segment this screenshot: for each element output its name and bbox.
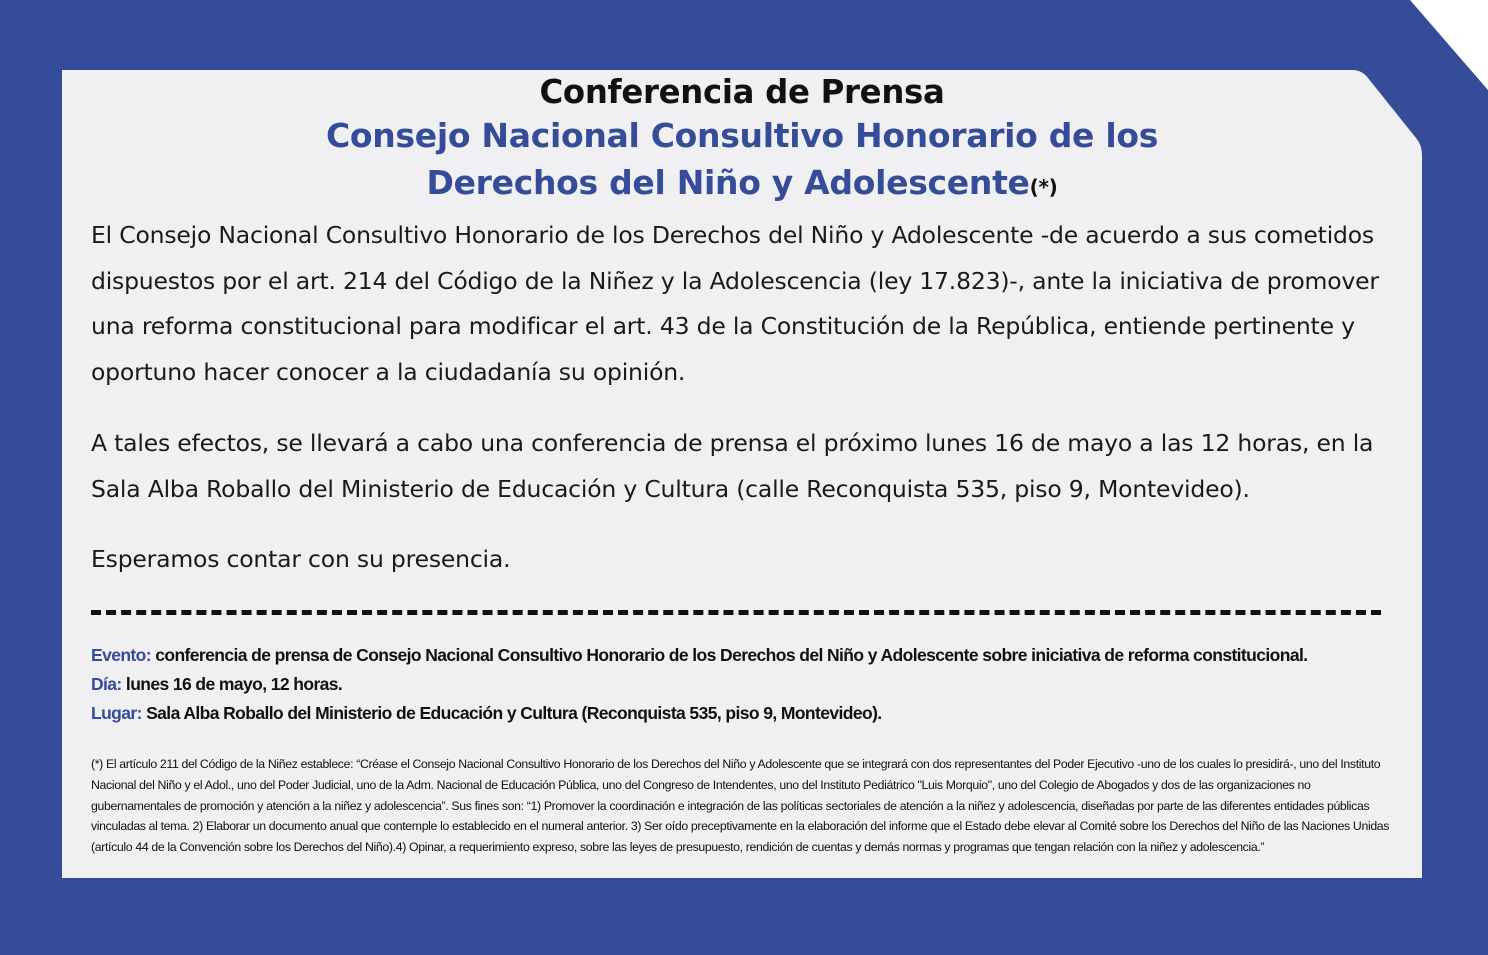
day-row [91,670,1411,699]
place-value: Sala Alba Roballo del Ministerio de Educación y Cultura (Reconquista 535, piso 9, Montevideo). [141,703,882,723]
place-label: Lugar: [91,703,142,723]
event-label: Evento: [91,645,151,665]
paragraph-2: A tales efectos, se llevará a cabo una conferencia de prensa el próximo lunes 16 de mayo a las 12 horas, en la Sala Alba Roballo del Ministerio de Educación y Cultura (calle Reconquista 535, piso 9, Montevideo). [91,429,1374,503]
subtitle-line-2-text: Derechos del Niño y Adolescente [426,163,1030,202]
page-title: Conferencia de Prensa [539,72,945,111]
day-label: Día: [91,674,122,694]
day-value: lunes 16 de mayo, 12 horas. [121,674,343,694]
event-row [91,641,1411,670]
header [62,72,1422,211]
dashed-divider [91,610,1381,615]
subtitle-line-1: Consejo Nacional Consultivo Honorario de los [325,116,1159,155]
paragraph-3: Esperamos contar con su presencia. [91,545,511,573]
footnote: (*) El artículo 211 del Código de la Niñez establece: “Créase el Consejo Nacional Consultivo Honorario de los Derechos del Niño y Adolescente que se integrará con dos representantes del Poder Ejecutivo -uno de los cuales lo presidirá-, uno del Instituto Nacional del Niño y el Adol., uno del Poder Judicial, uno de la Adm. Nacional de Educación Pública, uno del Congreso de Intendentes, uno del Instituto Pediátrico "Luis Morquio", uno del Colegio de Abogados y dos de las organizaciones no gubernamentales de promoción y atención a la niñez y adolescencia”. Sus fines son: “1) Promover la coordinación e integración de las políticas sectoriales de atención a la niñez y adolescencia, diseñadas por parte de las diferentes entidades públicas vinculadas al tema. 2) Elaborar un documento anual que contemple lo establecido en el numeral anterior. 3) Ser oído preceptivamente en la elaboración del informe que el Estado debe elevar al Comité sobre los Derechos del Niño de las Naciones Unidas (artículo 44 de la Convención sobre los Derechos del Niño).4) Opinar, a requerimiento expreso, sobre las leyes de presupuesto, rendición de cuentas y demás normas y programas que tengan relación con la niñez y adolescencia.” [91,757,1390,855]
paragraph-1: El Consejo Nacional Consultivo Honorario de los Derechos del Niño y Adolescente -de acuerdo a sus cometidos dispuestos por el art. 214 del Código de la Niñez y la Adolescencia (ley 17.823)-, ante la iniciativa de promover una reforma constitucional para modificar el art. 43 de la Constitución de la República, entiende pertinente y oportuno hacer conocer a la ciudadanía su opinión. [91,221,1379,386]
event-details [91,641,1411,728]
footnote-marker: (*) [1029,175,1058,199]
place-row [91,699,1411,728]
subtitle-line-2 [62,159,1422,211]
event-value: conferencia de prensa de Consejo Nacional Consultivo Honorario de los Derechos del Niño y Adolescente sobre iniciativa de reforma constitucional. [150,645,1308,665]
